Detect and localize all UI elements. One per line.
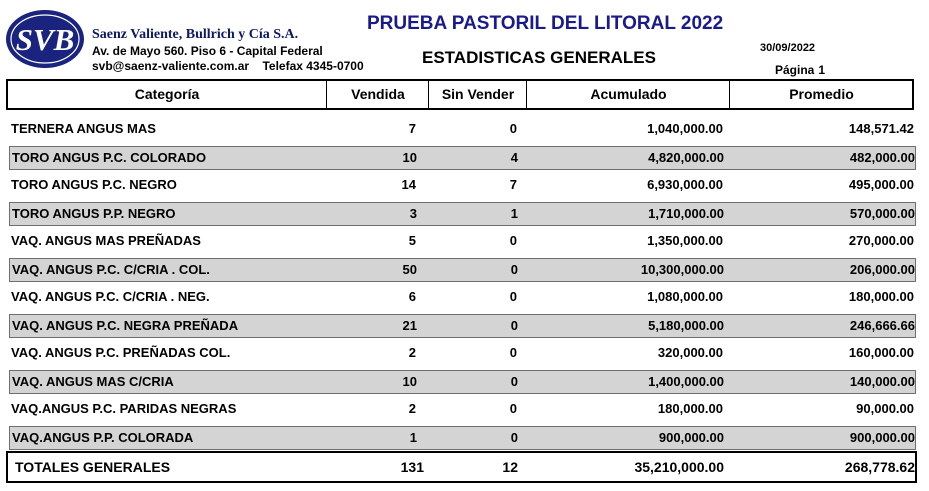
- company-email: svb@saenz-valiente.com.ar: [92, 59, 250, 73]
- cell-sin-vender: 0: [510, 318, 518, 333]
- cell-promedio: 495,000.00: [848, 177, 914, 192]
- cell-promedio: 570,000.00: [849, 206, 915, 221]
- cell-categoria: VAQ.ANGUS P.C. PARIDAS NEGRAS: [11, 401, 237, 416]
- cell-promedio: 482,000.00: [849, 150, 915, 165]
- logo-text: SVB: [15, 22, 75, 57]
- report-title: PRUEBA PASTORIL DEL LITORAL 2022: [367, 13, 724, 34]
- company-phone: Telefax 4345-0700: [262, 59, 364, 73]
- totals-acumulado: 35,210,000.00: [634, 459, 724, 475]
- cell-sin-vender: 0: [509, 233, 517, 248]
- cell-acumulado: 1,350,000.00: [647, 233, 723, 248]
- cell-sin-vender: 4: [510, 150, 518, 165]
- cell-acumulado: 1,080,000.00: [647, 289, 723, 304]
- cell-categoria: VAQ. ANGUS MAS C/CRIA: [12, 374, 174, 389]
- table-row: [9, 342, 916, 366]
- cell-acumulado: 320,000.00: [657, 345, 723, 360]
- table-header: [6, 79, 914, 110]
- table-row: [9, 230, 916, 254]
- table-row: [9, 146, 916, 170]
- company-logo: [4, 8, 86, 70]
- cell-acumulado: 10,300,000.00: [640, 262, 724, 277]
- cell-promedio: 246,666.66: [849, 318, 915, 333]
- cell-categoria: TORO ANGUS P.C. COLORADO: [12, 150, 207, 165]
- header-vendida: Vendida: [326, 81, 429, 108]
- cell-vendida: 10: [402, 150, 417, 165]
- cell-acumulado: 1,400,000.00: [648, 374, 724, 389]
- cell-sin-vender: 0: [510, 374, 518, 389]
- totals-sin-vender: 12: [502, 459, 518, 475]
- company-name: Saenz Valiente, Bullrich y Cía S.A.: [92, 27, 299, 42]
- table-row: [9, 202, 916, 226]
- table-row: [9, 118, 916, 142]
- cell-vendida: 2: [408, 345, 416, 360]
- table-row: [9, 286, 916, 310]
- header-promedio: Promedio: [729, 81, 913, 108]
- totals-label: TOTALES GENERALES: [15, 459, 171, 475]
- cell-vendida: 5: [408, 233, 416, 248]
- report-subtitle: ESTADISTICAS GENERALES: [422, 48, 656, 67]
- cell-categoria: VAQ. ANGUS P.C. C/CRIA . COL.: [12, 262, 210, 277]
- cell-vendida: 10: [402, 374, 417, 389]
- cell-vendida: 14: [401, 177, 416, 192]
- cell-categoria: VAQ. ANGUS P.C. PREÑADAS COL.: [11, 345, 231, 360]
- cell-sin-vender: 0: [510, 262, 518, 277]
- table-row: [9, 370, 916, 394]
- header-categoria: Categoría: [134, 86, 200, 102]
- cell-vendida: 7: [408, 121, 416, 136]
- cell-categoria: TERNERA ANGUS MAS: [11, 121, 156, 136]
- table-row: [9, 426, 916, 450]
- company-contact: [92, 60, 364, 73]
- totals-row: [6, 451, 917, 483]
- cell-promedio: 140,000.00: [849, 374, 915, 389]
- cell-promedio: 180,000.00: [848, 289, 914, 304]
- header-acumulado: Acumulado: [526, 81, 730, 108]
- table-row: [9, 258, 916, 282]
- cell-acumulado: 1,710,000.00: [648, 206, 724, 221]
- cell-acumulado: 4,820,000.00: [648, 150, 724, 165]
- totals-promedio: 268,778.62: [844, 459, 915, 475]
- cell-acumulado: 180,000.00: [657, 401, 723, 416]
- cell-vendida: 21: [402, 318, 417, 333]
- cell-sin-vender: 0: [510, 430, 518, 445]
- page-label: Página: [775, 63, 815, 77]
- cell-promedio: 90,000.00: [856, 401, 914, 416]
- cell-vendida: 1: [409, 430, 417, 445]
- cell-sin-vender: 0: [509, 289, 517, 304]
- cell-categoria: TORO ANGUS P.C. NEGRO: [11, 177, 177, 192]
- cell-vendida: 3: [409, 206, 417, 221]
- header-sin-vender: Sin Vender: [428, 81, 527, 108]
- cell-vendida: 50: [402, 262, 417, 277]
- table-row: [9, 398, 916, 422]
- cell-promedio: 206,000.00: [849, 262, 915, 277]
- cell-sin-vender: 0: [509, 401, 517, 416]
- cell-sin-vender: 1: [510, 206, 518, 221]
- cell-vendida: 6: [408, 289, 416, 304]
- cell-vendida: 2: [408, 401, 416, 416]
- cell-sin-vender: 7: [509, 177, 517, 192]
- cell-categoria: TORO ANGUS P.P. NEGRO: [12, 206, 176, 221]
- cell-promedio: 160,000.00: [848, 345, 914, 360]
- page-indicator: [775, 63, 825, 77]
- cell-categoria: VAQ. ANGUS P.C. C/CRIA . NEG.: [11, 289, 210, 304]
- page-number: 1: [818, 63, 826, 77]
- cell-acumulado: 5,180,000.00: [648, 318, 724, 333]
- cell-acumulado: 1,040,000.00: [647, 121, 723, 136]
- cell-acumulado: 900,000.00: [658, 430, 724, 445]
- cell-promedio: 900,000.00: [849, 430, 915, 445]
- table-row: [9, 314, 916, 338]
- company-address: Av. de Mayo 560. Piso 6 - Capital Federal: [92, 44, 323, 58]
- cell-categoria: VAQ.ANGUS P.P. COLORADA: [12, 430, 194, 445]
- cell-categoria: VAQ. ANGUS P.C. NEGRA PREÑADA: [12, 318, 239, 333]
- cell-categoria: VAQ. ANGUS MAS PREÑADAS: [11, 233, 201, 248]
- cell-promedio: 270,000.00: [848, 233, 914, 248]
- totals-vendida: 131: [400, 459, 424, 475]
- report-date: 30/09/2022: [760, 42, 816, 54]
- cell-acumulado: 6,930,000.00: [647, 177, 723, 192]
- cell-sin-vender: 0: [509, 121, 517, 136]
- cell-sin-vender: 0: [509, 345, 517, 360]
- table-row: [9, 174, 916, 198]
- cell-promedio: 148,571.42: [848, 121, 914, 136]
